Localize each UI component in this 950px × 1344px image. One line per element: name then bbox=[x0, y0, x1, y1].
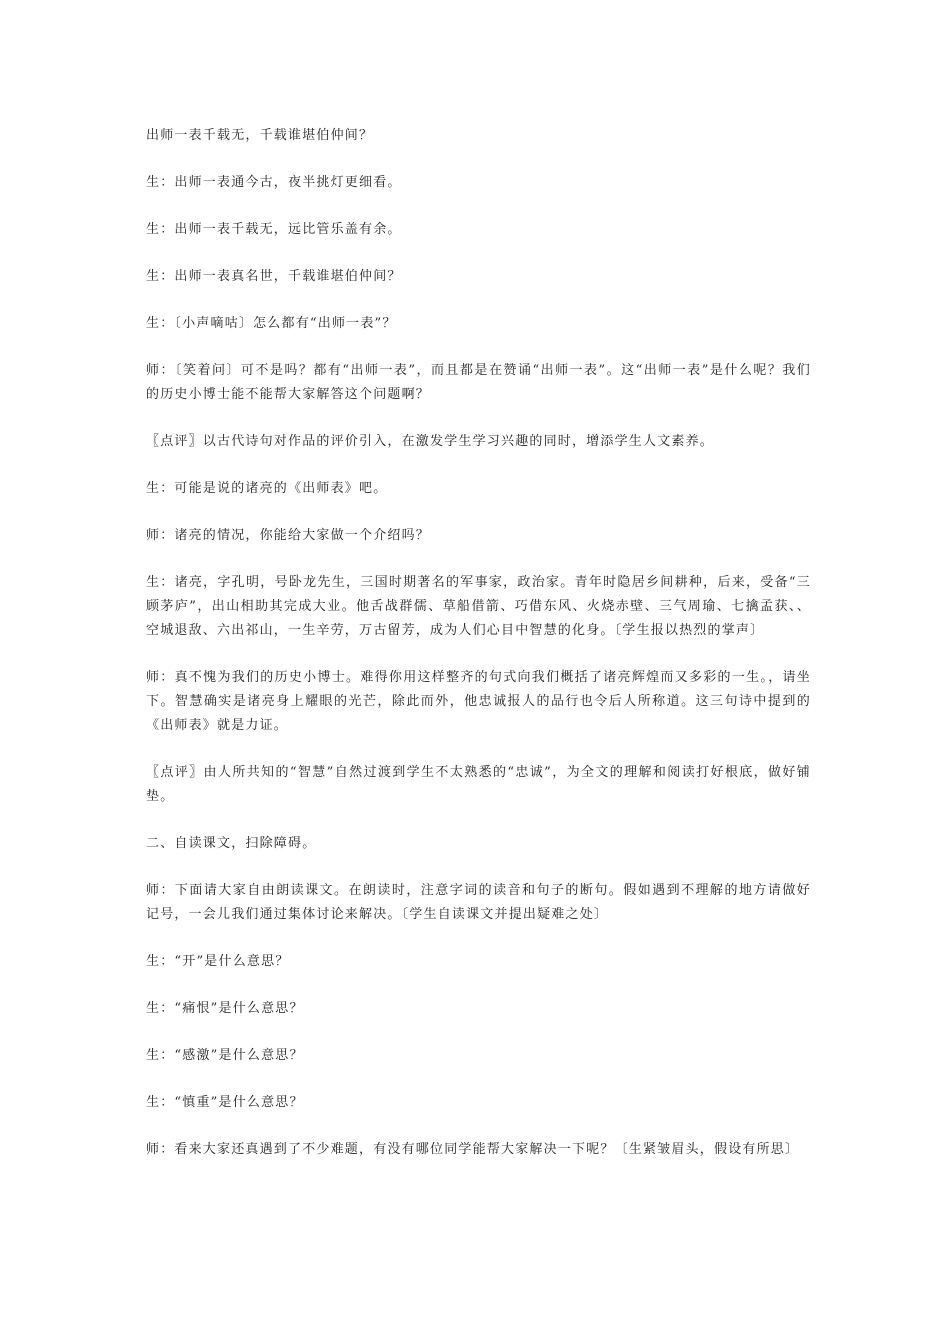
paragraph-17: 生：“感激”是什么意思？ bbox=[146, 1048, 304, 1063]
paragraph-7: 〖点评〗以古代诗句对作品的评价引入，在激发学生学习兴趣的同时，增添学生人文素养。 bbox=[146, 434, 715, 449]
paragraph-2: 生：出师一表通今古，夜半挑灯更细看。 bbox=[146, 175, 402, 190]
paragraph-14: 师：下面请大家自由朗读课文。在朗读时，注意字词的读音和句子的断句。假如遇到不理解的地方请做好记号，一会儿我们通过集体讨论来解决。〔学生自读课文并提出疑难之处〕 bbox=[146, 883, 811, 922]
paragraph-5: 生：〔小声嘀咕〕怎么都有“出师一表”？ bbox=[146, 316, 397, 331]
document-body bbox=[146, 124, 811, 1185]
paragraph-15: 生：“开”是什么意思？ bbox=[146, 954, 290, 969]
paragraph-11: 师：真不愧为我们的历史小博士。难得你用这样整齐的句式向我们概括了诸亮辉煌而又多彩的一生。，请坐下。智慧确实是诸亮身上耀眼的光芒，除此而外，他忠诚报人的品行也令后人所称道。这三句诗中提到的《出师表》就是力证。 bbox=[146, 670, 811, 733]
paragraph-18: 生：“慎重”是什么意思？ bbox=[146, 1095, 304, 1110]
section-heading: 二、自读课文，扫除障碍。 bbox=[146, 836, 317, 851]
paragraph-9: 师：诸亮的情况，你能给大家做一个介绍吗？ bbox=[146, 528, 431, 543]
paragraph-10: 生：诸亮，字孔明，号卧龙先生，三国时期著名的军事家，政治家。青年时隐居乡间耕种，后来，受备“三顾茅庐”，出山相助其完成大业。他舌战群儒、草船借箭、巧借东风、火烧赤壁、三气周瑜、七擒孟获、、空城退敌、六出祁山，一生辛劳，万古留芳，成为人们心目中智慧的化身。〔学生报以热烈的掌声〕 bbox=[146, 575, 811, 638]
paragraph-6: 师：〔笑着问〕可不是吗？都有“出师一表”，而且都是在赞诵“出师一表”。这“出师一表”是什么呢？我们的历史小博士能不能帮大家解答这个问题啊？ bbox=[146, 363, 811, 402]
paragraph-4: 生：出师一表真名世，千载谁堪伯仲间？ bbox=[146, 269, 402, 284]
paragraph-16: 生：“痛恨”是什么意思？ bbox=[146, 1001, 304, 1016]
paragraph-8: 生：可能是说的诸亮的《出师表》吧。 bbox=[146, 481, 388, 496]
paragraph-12: 〖点评〗由人所共知的“智慧”自然过渡到学生不太熟悉的“忠诚”，为全文的理解和阅读打好根底，做好铺垫。 bbox=[146, 765, 811, 804]
paragraph-1: 出师一表千载无，千载谁堪伯仲间？ bbox=[146, 128, 374, 143]
paragraph-19: 师：看来大家还真遇到了不少难题，有没有哪位同学能帮大家解决一下呢？〔生紧皱眉头，假设有所思〕 bbox=[146, 1142, 800, 1157]
paragraph-3: 生：出师一表千载无，远比管乐盖有余。 bbox=[146, 222, 402, 237]
